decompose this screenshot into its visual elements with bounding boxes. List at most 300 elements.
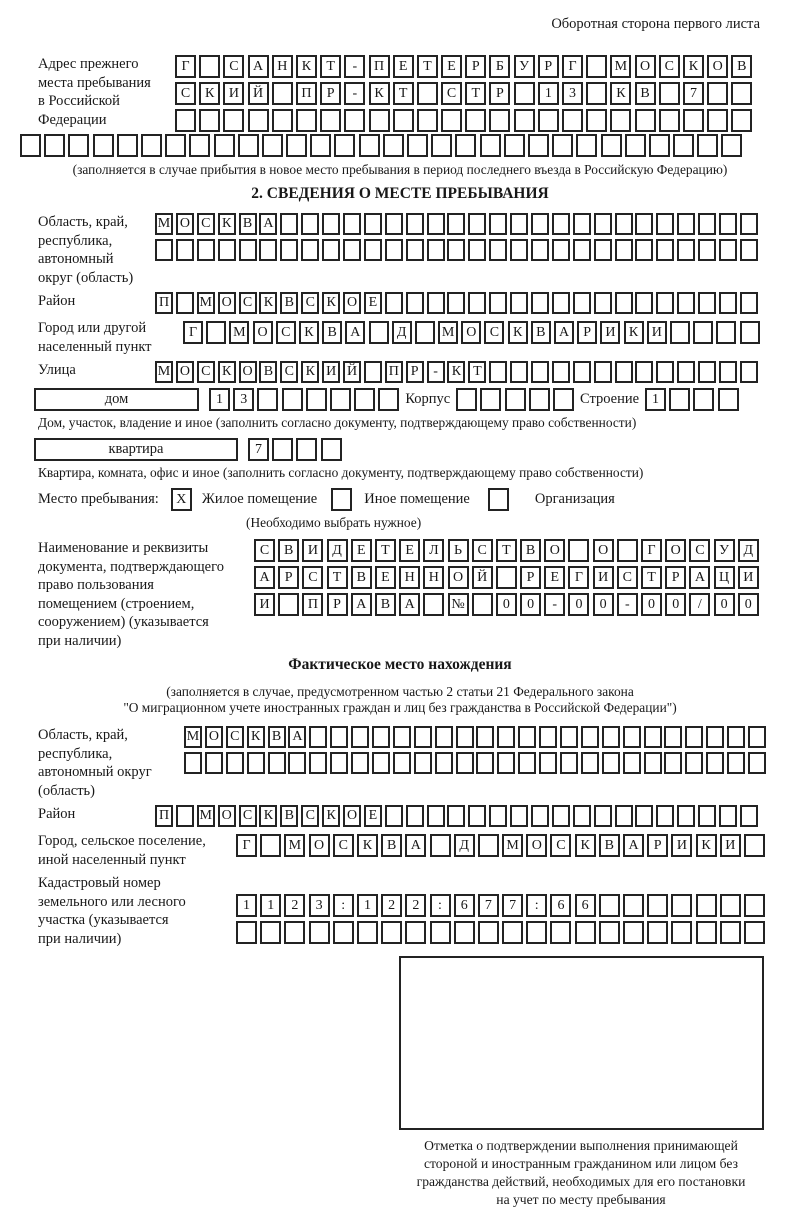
char-cell (602, 726, 620, 748)
char-cell (175, 109, 196, 132)
char-cell: 0 (641, 593, 662, 616)
char-cell: С (689, 539, 710, 562)
char-cell: О (176, 361, 194, 383)
char-cell (310, 134, 331, 157)
char-cell (447, 805, 465, 827)
region-row-1[interactable] (155, 213, 758, 235)
option-organization-label: Организация (534, 491, 615, 507)
actual-region-row-1[interactable] (184, 726, 766, 748)
char-cell (586, 82, 607, 105)
char-cell (359, 134, 380, 157)
char-cell: В (259, 361, 277, 383)
char-cell (93, 134, 114, 157)
char-cell (199, 55, 220, 78)
char-cell: В (278, 539, 299, 562)
char-cell (354, 388, 375, 411)
option-residential-label: Жилое помещение (201, 491, 318, 507)
char-cell (468, 805, 486, 827)
char-cell: 7 (683, 82, 704, 105)
char-cell: М (155, 361, 173, 383)
char-cell (744, 894, 765, 917)
char-cell: О (309, 834, 330, 857)
char-cell (199, 109, 220, 132)
char-cell (468, 239, 486, 261)
apartment-number-field[interactable] (248, 438, 342, 461)
char-cell: Т (393, 82, 414, 105)
char-cell (393, 726, 411, 748)
char-cell: - (344, 55, 365, 78)
char-cell (514, 109, 535, 132)
char-cell: К (322, 805, 340, 827)
char-cell: И (647, 321, 667, 344)
char-cell (649, 134, 670, 157)
char-cell (510, 805, 528, 827)
char-cell (656, 361, 674, 383)
prev-address-note: (заполняется в случае прибытия в новое место пребывания в период последнего въезда в Российскую Федерацию) (72, 162, 728, 177)
char-cell (497, 726, 515, 748)
char-cell (744, 834, 765, 857)
cadastral-row-2[interactable] (236, 921, 765, 944)
char-cell: 3 (233, 388, 254, 411)
char-cell: Г (568, 566, 589, 589)
char-cell: М (197, 292, 215, 314)
char-cell: В (375, 593, 396, 616)
char-cell (260, 834, 281, 857)
char-cell (594, 239, 612, 261)
char-cell (599, 921, 620, 944)
char-cell: П (302, 593, 323, 616)
char-cell (740, 292, 758, 314)
char-cell (176, 239, 194, 261)
char-cell (489, 213, 507, 235)
char-cell (284, 921, 305, 944)
char-cell (568, 539, 589, 562)
char-cell (731, 109, 752, 132)
char-cell (696, 921, 717, 944)
char-cell (510, 361, 528, 383)
char-cell: О (665, 539, 686, 562)
char-cell (698, 805, 716, 827)
char-cell: 0 (496, 593, 517, 616)
char-cell: Н (423, 566, 444, 589)
char-cell (693, 321, 713, 344)
char-cell: П (296, 82, 317, 105)
actual-district-row[interactable] (155, 805, 758, 827)
char-cell (430, 834, 451, 857)
char-cell: 0 (593, 593, 614, 616)
char-cell: Ц (714, 566, 735, 589)
char-cell (560, 726, 578, 748)
char-cell (427, 292, 445, 314)
char-cell (669, 388, 690, 411)
char-cell: С (175, 82, 196, 105)
char-cell: К (447, 361, 465, 383)
char-cell (393, 109, 414, 132)
char-cell (465, 109, 486, 132)
char-cell (357, 921, 378, 944)
char-cell: А (689, 566, 710, 589)
char-cell (623, 752, 641, 774)
prev-address-row-2[interactable] (175, 82, 752, 105)
char-cell (696, 894, 717, 917)
char-cell (635, 213, 653, 235)
char-cell: 6 (454, 894, 475, 917)
char-cell: Т (417, 55, 438, 78)
option-other-premises-label: Иное помещение (364, 491, 470, 507)
char-cell: Т (496, 539, 517, 562)
char-cell: К (696, 834, 717, 857)
document-row-3[interactable] (254, 593, 759, 616)
char-cell (456, 726, 474, 748)
char-cell: С (302, 566, 323, 589)
char-cell (721, 134, 742, 157)
char-cell: Н (399, 566, 420, 589)
char-cell (364, 361, 382, 383)
char-cell (435, 752, 453, 774)
actual-city-row[interactable] (236, 834, 765, 857)
house-number-field[interactable] (209, 388, 399, 411)
char-cell (205, 752, 223, 774)
char-cell (644, 752, 662, 774)
char-cell (322, 213, 340, 235)
stay-type-label: Место пребывания: (38, 491, 159, 507)
cadastral-row-1[interactable] (236, 894, 765, 917)
char-cell (480, 134, 501, 157)
char-cell: А (405, 834, 426, 857)
char-cell: В (280, 805, 298, 827)
char-cell: П (155, 805, 173, 827)
char-cell (635, 292, 653, 314)
char-cell: И (738, 566, 759, 589)
char-cell: Й (248, 82, 269, 105)
char-cell: Е (364, 805, 382, 827)
char-cell (531, 805, 549, 827)
region-row-2[interactable] (155, 239, 758, 261)
char-cell (406, 213, 424, 235)
char-cell (625, 134, 646, 157)
actual-location-title: Фактическое место нахождения (288, 656, 512, 673)
city-label: Город или другой населенный пункт (38, 320, 152, 355)
char-cell: У (714, 539, 735, 562)
char-cell: О (526, 834, 547, 857)
char-cell (430, 921, 451, 944)
char-cell (385, 805, 403, 827)
char-cell: 0 (520, 593, 541, 616)
actual-district-label: Район (38, 806, 76, 822)
char-cell (260, 921, 281, 944)
char-cell (414, 726, 432, 748)
char-cell (468, 213, 486, 235)
char-cell (671, 921, 692, 944)
char-cell (697, 134, 718, 157)
street-row[interactable] (155, 361, 758, 383)
actual-region-row-2[interactable] (184, 752, 766, 774)
char-cell (489, 292, 507, 314)
char-cell (272, 109, 293, 132)
char-cell (740, 805, 758, 827)
document-row-2[interactable] (254, 566, 759, 589)
char-cell: С (254, 539, 275, 562)
char-cell (44, 134, 65, 157)
char-cell (707, 82, 728, 105)
char-cell: Ь (448, 539, 469, 562)
street-label: Улица (38, 362, 76, 378)
char-cell: П (155, 292, 173, 314)
char-cell: 2 (381, 894, 402, 917)
char-cell: М (284, 834, 305, 857)
char-cell (278, 593, 299, 616)
prev-address-row-3[interactable] (175, 109, 752, 132)
char-cell: 1 (236, 894, 257, 917)
char-cell: А (351, 593, 372, 616)
char-cell (601, 134, 622, 157)
district-label: Район (38, 293, 76, 309)
char-cell (550, 921, 571, 944)
char-cell (552, 805, 570, 827)
char-cell: 3 (309, 894, 330, 917)
char-cell (719, 239, 737, 261)
char-cell: К (369, 82, 390, 105)
char-cell (531, 239, 549, 261)
char-cell: С (301, 292, 319, 314)
char-cell: Р (647, 834, 668, 857)
char-cell: М (502, 834, 523, 857)
char-cell: 7 (502, 894, 523, 917)
char-cell: 1 (357, 894, 378, 917)
char-cell (489, 805, 507, 827)
char-cell: С (197, 361, 215, 383)
char-cell (573, 292, 591, 314)
char-cell (351, 752, 369, 774)
stroenie-field[interactable] (645, 388, 739, 411)
char-cell (385, 292, 403, 314)
char-cell (510, 239, 528, 261)
char-cell: С (226, 726, 244, 748)
char-cell (476, 752, 494, 774)
char-cell: Р (665, 566, 686, 589)
char-cell: : (430, 894, 451, 917)
char-cell (552, 292, 570, 314)
char-cell: К (259, 292, 277, 314)
house-note: Дом, участок, владение и иное (заполнить согласно документу, подтверждающему право собственности) (38, 415, 637, 430)
char-cell: К (218, 361, 236, 383)
char-cell: И (302, 539, 323, 562)
char-cell: 1 (260, 894, 281, 917)
char-cell: К (508, 321, 528, 344)
char-cell: А (399, 593, 420, 616)
char-cell (447, 239, 465, 261)
city-row[interactable] (183, 321, 760, 344)
char-cell (372, 726, 390, 748)
char-cell (740, 213, 758, 235)
char-cell: К (322, 292, 340, 314)
apartment-field-label-box: квартира (34, 438, 238, 461)
char-cell (415, 321, 435, 344)
char-cell: В (268, 726, 286, 748)
char-cell: Р (489, 82, 510, 105)
char-cell (602, 752, 620, 774)
char-cell (677, 292, 695, 314)
char-cell: В (322, 321, 342, 344)
char-cell (385, 213, 403, 235)
district-row[interactable] (155, 292, 758, 314)
char-cell: К (683, 55, 704, 78)
char-cell: 7 (478, 894, 499, 917)
char-cell (531, 213, 549, 235)
char-cell (716, 321, 736, 344)
char-cell: А (345, 321, 365, 344)
char-cell (581, 726, 599, 748)
char-cell (576, 134, 597, 157)
char-cell (552, 134, 573, 157)
char-cell: В (731, 55, 752, 78)
char-cell (478, 921, 499, 944)
char-cell (635, 805, 653, 827)
char-cell: С (197, 213, 215, 235)
char-cell: С (617, 566, 638, 589)
char-cell (489, 361, 507, 383)
char-cell (706, 726, 724, 748)
prev-address-row-4[interactable] (20, 134, 780, 157)
char-cell (248, 109, 269, 132)
char-cell (671, 894, 692, 917)
char-cell (280, 213, 298, 235)
document-row-1[interactable] (254, 539, 759, 562)
char-cell (659, 109, 680, 132)
char-cell (538, 109, 559, 132)
char-cell: М (438, 321, 458, 344)
char-cell: С (239, 805, 257, 827)
char-cell (502, 921, 523, 944)
char-cell: К (301, 361, 319, 383)
char-cell (581, 752, 599, 774)
actual-region-label: Область, край, республика, автономный округ (область) (38, 727, 152, 799)
char-cell: О (448, 566, 469, 589)
char-cell: С (550, 834, 571, 857)
char-cell: - (427, 361, 445, 383)
char-cell (727, 726, 745, 748)
char-cell (615, 805, 633, 827)
char-cell: Г (562, 55, 583, 78)
char-cell (247, 752, 265, 774)
char-cell (719, 361, 737, 383)
checkbox-other-premises[interactable] (331, 488, 352, 511)
char-cell (552, 213, 570, 235)
char-cell (414, 752, 432, 774)
char-cell (677, 805, 695, 827)
char-cell (560, 752, 578, 774)
char-cell: : (526, 894, 547, 917)
korpus-label: Корпус (405, 391, 451, 407)
checkbox-organization[interactable] (488, 488, 509, 511)
char-cell (383, 134, 404, 157)
char-cell: - (617, 593, 638, 616)
char-cell: Г (236, 834, 257, 857)
char-cell: Б (489, 55, 510, 78)
char-cell (685, 752, 703, 774)
char-cell: Е (393, 55, 414, 78)
char-cell (343, 213, 361, 235)
char-cell: К (575, 834, 596, 857)
char-cell: О (635, 55, 656, 78)
char-cell (698, 292, 716, 314)
prev-address-label: Адрес прежнего места пребывания в Российской Федерации (38, 56, 151, 128)
char-cell (226, 752, 244, 774)
char-cell (369, 109, 390, 132)
char-cell: К (610, 82, 631, 105)
char-cell (296, 109, 317, 132)
char-cell (189, 134, 210, 157)
char-cell (20, 134, 41, 157)
char-cell: Р (520, 566, 541, 589)
char-cell (447, 292, 465, 314)
char-cell (698, 239, 716, 261)
char-cell (514, 82, 535, 105)
char-cell (282, 388, 303, 411)
char-cell: С (441, 82, 462, 105)
char-cell: П (369, 55, 390, 78)
char-cell: С (276, 321, 296, 344)
korpus-field[interactable] (456, 388, 574, 411)
char-cell: И (720, 834, 741, 857)
char-cell (529, 388, 550, 411)
char-cell (510, 292, 528, 314)
char-cell (321, 438, 342, 461)
char-cell (594, 213, 612, 235)
char-cell: : (333, 894, 354, 917)
char-cell (539, 752, 557, 774)
char-cell: 1 (645, 388, 666, 411)
char-cell: Д (327, 539, 348, 562)
checkbox-residential[interactable]: X (171, 488, 192, 511)
char-cell (526, 921, 547, 944)
char-cell (406, 805, 424, 827)
char-cell: / (689, 593, 710, 616)
char-cell (664, 752, 682, 774)
char-cell (659, 82, 680, 105)
char-cell (623, 894, 644, 917)
apartment-note: Квартира, комната, офис и иное (заполнить согласно документу, подтверждающему право собственности) (38, 465, 644, 480)
char-cell: М (610, 55, 631, 78)
char-cell: Е (544, 566, 565, 589)
char-cell (427, 805, 445, 827)
char-cell (720, 921, 741, 944)
char-cell (552, 361, 570, 383)
char-cell: Е (364, 292, 382, 314)
char-cell: Н (272, 55, 293, 78)
char-cell (176, 805, 194, 827)
char-cell (427, 239, 445, 261)
char-cell (309, 921, 330, 944)
char-cell (268, 752, 286, 774)
char-cell: К (259, 805, 277, 827)
char-cell (280, 239, 298, 261)
char-cell (664, 726, 682, 748)
char-cell: К (247, 726, 265, 748)
prev-address-row-1[interactable] (175, 55, 752, 78)
char-cell: Т (465, 82, 486, 105)
char-cell: А (259, 213, 277, 235)
char-cell: А (554, 321, 574, 344)
stroenie-label: Строение (579, 391, 640, 407)
char-cell (719, 805, 737, 827)
char-cell (740, 239, 758, 261)
char-cell (727, 752, 745, 774)
char-cell: О (707, 55, 728, 78)
char-cell (635, 361, 653, 383)
char-cell: Й (472, 566, 493, 589)
char-cell (647, 921, 668, 944)
